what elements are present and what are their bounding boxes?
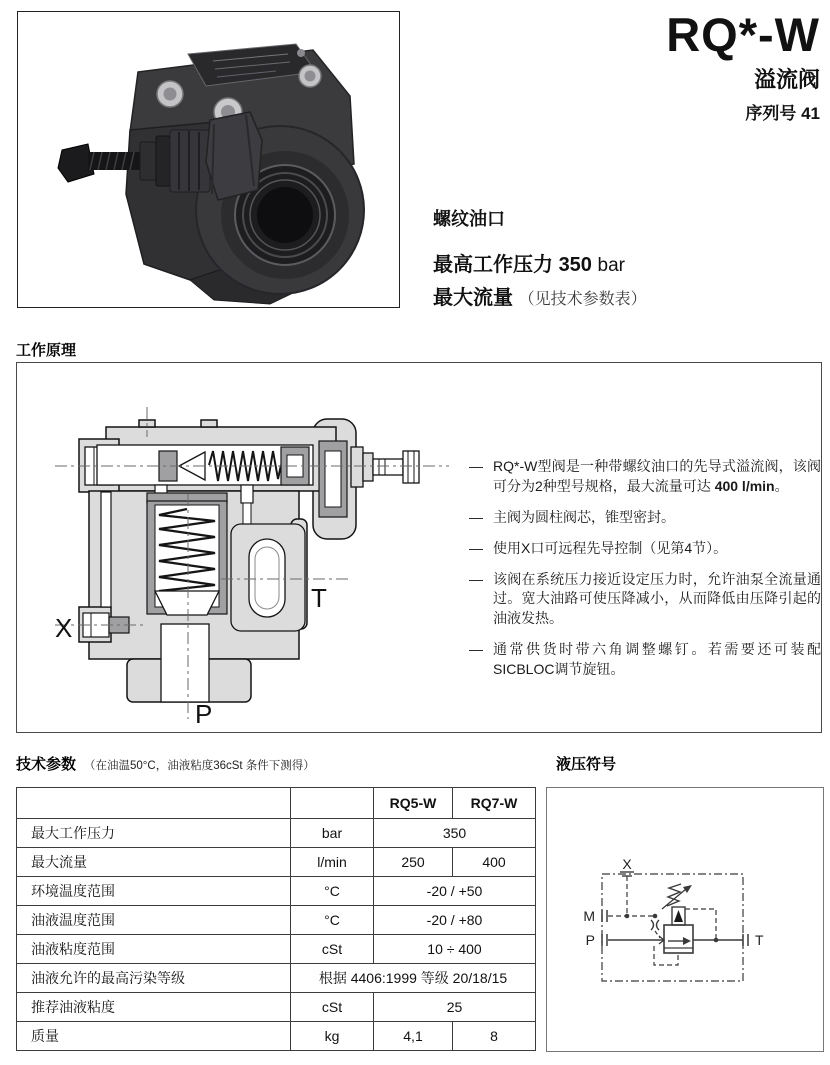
pilot-poppet-triangle	[674, 910, 683, 922]
row-value-rq5: 250	[374, 848, 453, 877]
row-label: 质量	[17, 1022, 291, 1051]
row-unit: °C	[291, 877, 374, 906]
tech-params-table	[16, 787, 536, 1051]
row-value-rq7: 400	[453, 848, 536, 877]
row-unit: l/min	[291, 848, 374, 877]
valve-type-name: 溢流阀	[753, 67, 820, 93]
bullet-item	[469, 457, 821, 497]
series-number: 序列号 41	[745, 104, 820, 124]
row-value: -20 / +50	[374, 877, 536, 906]
bullet-item	[469, 508, 821, 528]
product-photo-frame	[17, 11, 400, 308]
bullet-dash: —	[469, 570, 483, 587]
symbol-label-t: T	[755, 932, 764, 948]
max-flow-note: （见技术参数表）	[518, 291, 647, 308]
hydraulic-symbol-title: 液压符号	[556, 756, 617, 773]
brand-block	[666, 10, 820, 124]
tech-params-title: 技术参数	[16, 756, 77, 773]
header-empty-cell	[291, 788, 374, 819]
bullet-text: 使用X口可远程先导控制（见第4节）。	[493, 539, 728, 556]
port-type-text: 螺纹油口	[433, 209, 505, 229]
table-header-row	[17, 788, 536, 819]
row-value: 25	[374, 993, 536, 1022]
max-pressure-line	[433, 248, 625, 277]
max-flow-line	[433, 281, 647, 310]
valve-cutaway-diagram	[51, 389, 471, 729]
row-unit: kg	[291, 1022, 374, 1051]
max-flow-label: 最大流量	[433, 287, 513, 309]
bullet-item	[469, 570, 821, 630]
header-empty-cell	[17, 788, 291, 819]
cutaway-label-p: P	[195, 699, 213, 729]
table-row	[17, 877, 536, 906]
working-principle-title: 工作原理	[16, 342, 77, 359]
symbol-label-x: X	[622, 856, 632, 872]
page-title: RQ*-W	[666, 8, 820, 61]
working-principle-bullets	[469, 457, 821, 691]
bullet-dash: —	[469, 539, 483, 556]
row-value: 根据 4406:1999 等级 20/18/15	[291, 964, 536, 993]
bullet-dash: —	[469, 458, 483, 474]
table-row	[17, 906, 536, 935]
row-value-rq5: 4,1	[374, 1022, 453, 1051]
bullet-text-bold: 400 l/min	[714, 477, 775, 494]
adjustment-screw-hex	[403, 451, 419, 483]
header-model2: RQ7-W	[453, 788, 536, 819]
bullet-item	[469, 640, 821, 680]
bullet-text: 该阀在系统压力接近设定压力时，允许油泵全流量通过。宽大油路可使压降减小，从而降低由压降引起的油液发热。	[493, 570, 821, 627]
table-row	[17, 848, 536, 877]
cutaway-label-x: X	[55, 613, 73, 643]
row-unit: cSt	[291, 935, 374, 964]
table-row	[17, 935, 536, 964]
symbol-label-p: P	[585, 932, 595, 948]
table-row	[17, 819, 536, 848]
bullet-dash: —	[469, 641, 483, 658]
row-value: 350	[374, 819, 536, 848]
table-row	[17, 1022, 536, 1051]
cutaway-label-t: T	[311, 583, 327, 613]
bullet-text: RQ*-W型阀是一种带螺纹油口的先导式溢流阀，该阀可分为2种型号规格，最大流量可达	[493, 458, 821, 494]
flow-arrow	[683, 937, 691, 945]
hydraulic-symbol-box	[546, 787, 824, 1052]
hydraulic-symbol-diagram	[547, 788, 823, 1051]
bullet-dash: —	[469, 508, 483, 525]
row-unit: cSt	[291, 993, 374, 1022]
max-pressure-label: 最高工作压力	[433, 254, 553, 276]
row-value: 10 ÷ 400	[374, 935, 536, 964]
bullet-item	[469, 539, 821, 559]
max-pressure-value: 350	[558, 254, 592, 276]
row-label: 油液允许的最高污染等级	[17, 964, 291, 993]
bullet-text: 。	[774, 477, 789, 494]
symbol-envelope	[602, 874, 743, 981]
orifice-symbol	[651, 920, 654, 930]
working-principle-box	[16, 362, 822, 733]
bullet-text: 主阀为圆柱阀芯，锥型密封。	[493, 508, 675, 525]
tech-params-title-line	[16, 753, 315, 774]
row-label: 油液粘度范围	[17, 935, 291, 964]
max-pressure-unit: bar	[597, 255, 625, 276]
row-label: 最大流量	[17, 848, 291, 877]
valve-photo	[18, 12, 399, 307]
tech-params-caption: （在油温50°C，油液粘度36cSt 条件下测得）	[84, 760, 315, 772]
main-valve-square	[664, 925, 693, 953]
table-row	[17, 964, 536, 993]
table-row	[17, 993, 536, 1022]
row-label: 油液温度范围	[17, 906, 291, 935]
bullet-text: 通常供货时带六角调整螺钉。若需要还可装配SICBLOC调节旋钮。	[493, 641, 821, 677]
main-poppet	[155, 591, 219, 615]
p-port-cavity	[161, 624, 209, 702]
symbol-label-m: M	[583, 908, 595, 924]
row-unit: °C	[291, 906, 374, 935]
row-unit: bar	[291, 819, 374, 848]
row-label: 推荐油液粘度	[17, 993, 291, 1022]
t-port-cavity	[249, 539, 285, 617]
row-label: 最大工作压力	[17, 819, 291, 848]
row-value: -20 / +80	[374, 906, 536, 935]
row-value-rq7: 8	[453, 1022, 536, 1051]
header-model1: RQ5-W	[374, 788, 453, 819]
row-label: 环境温度范围	[17, 877, 291, 906]
